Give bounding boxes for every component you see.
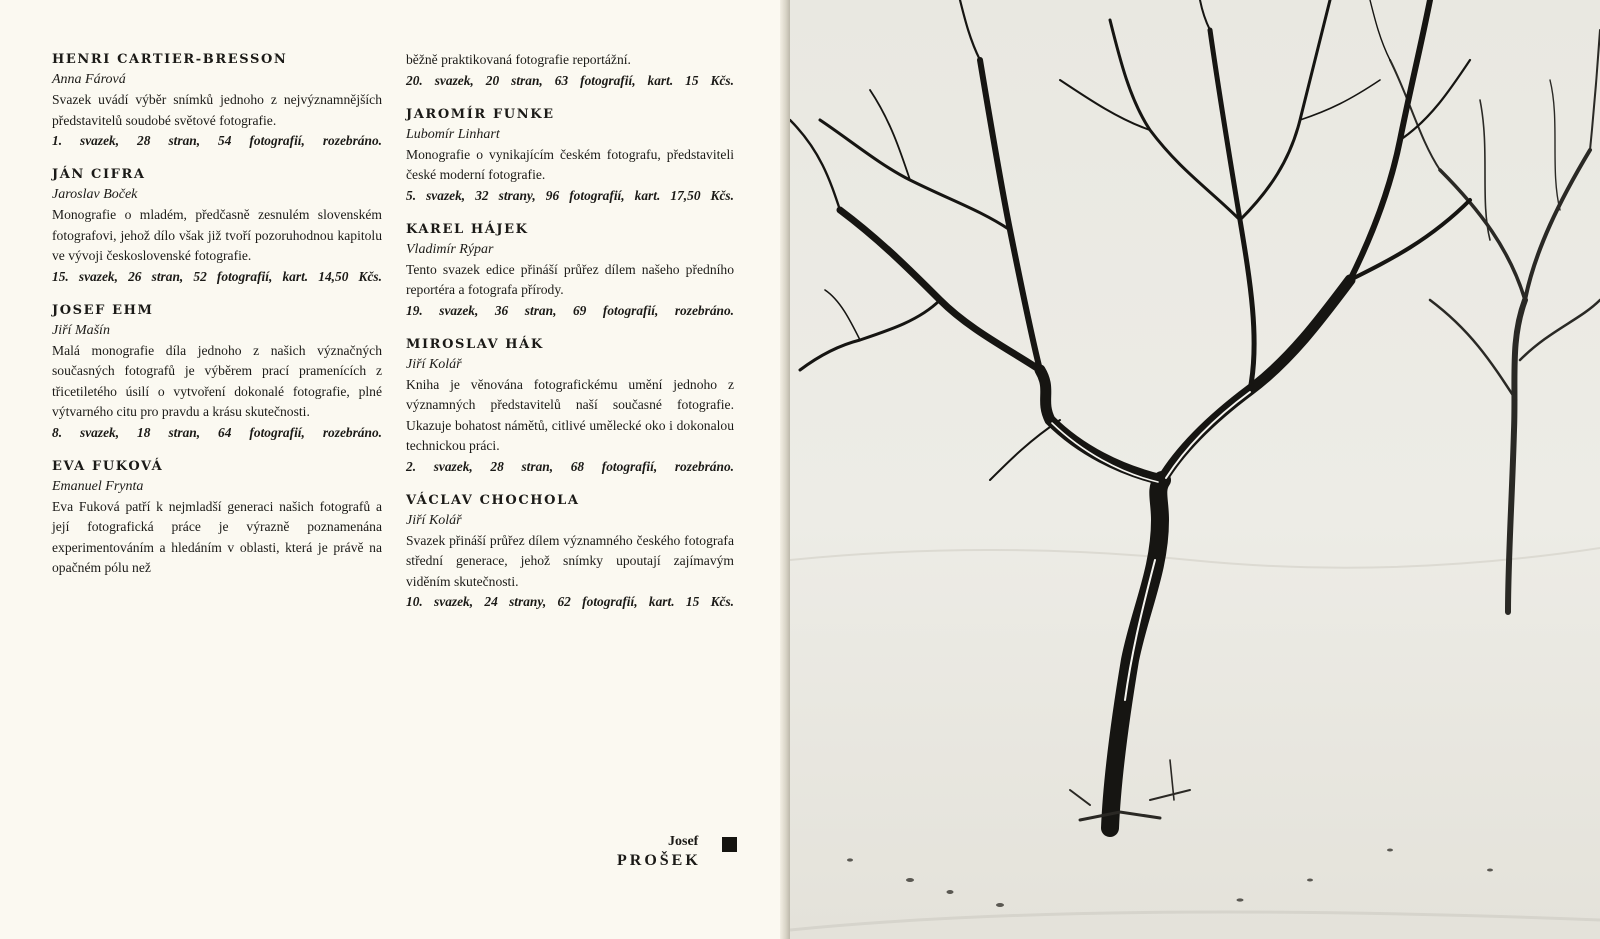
entry-author: Jiří Kolář [406, 356, 462, 372]
credit-first-name: Josef [668, 834, 699, 849]
snow-background [790, 0, 1600, 939]
entry-author: Jiří Kolář [406, 512, 462, 528]
black-square-mark [722, 837, 737, 852]
left-text-column [52, 50, 382, 593]
entry-author: Jiří Mašín [52, 322, 110, 338]
catalog-entry [52, 457, 382, 579]
entry-author: Vladimír Rýpar [406, 241, 494, 257]
entry-description: Malá monografie díla jednoho z našich význačných současných fotografů je výběrem prací pramenících z třicetiletého úsilí o vytvoření dokonalé fotografie, plné výtvarného citu pro pravdu a krásu skutečnosti. [52, 342, 382, 419]
entry-description: běžně praktikovaná fotografie reportážní. [406, 52, 631, 67]
entry-meta: 15. svazek, 26 stran, 52 fotografií, kart. 14,50 Kčs. [52, 268, 382, 284]
right-page [790, 0, 1600, 939]
photographer-name: VÁCLAV CHOCHOLA [406, 492, 580, 508]
credit-last-name: PROŠEK [617, 852, 701, 869]
catalog-entry [52, 301, 382, 443]
tree-in-snow-photo [790, 0, 1600, 939]
entry-meta: 2. svazek, 28 stran, 68 fotografií, rozebráno. [406, 458, 734, 474]
entry-description: Svazek přináší průřez dílem významného českého fotografa střední generace, jehož snímky upoutají zajímavým viděním skutečnosti. [406, 532, 734, 589]
photographer-name: JAROMÍR FUNKE [406, 106, 555, 122]
photographer-name: JÁN CIFRA [52, 167, 146, 182]
entry-meta: 5. svazek, 32 strany, 96 fotografií, kart. 17,50 Kčs. [406, 187, 734, 203]
catalog-entry [52, 165, 382, 287]
entry-description: Kniha je věnována fotografickému umění jednoho z významných představitelů naší současné fotografie. Ukazuje bohatost námětů, citlivé umělecké oko i dokonalou technickou práci. [406, 376, 734, 453]
entry-description: Monografie o mladém, předčasně zesnulém slovenském fotografovi, jehož dílo však již tvoří pozoruhodnou kapitolu ve vývoji československé fotografie. [52, 207, 382, 263]
right-text-column [406, 50, 734, 626]
catalog-entry [52, 50, 382, 151]
catalog-entry-continuation [406, 50, 734, 91]
entry-author: Lubomír Linhart [406, 126, 500, 142]
entry-description: Tento svazek edice přináší průřez dílem našeho předního reportéra a fotografa přírody. [406, 261, 734, 297]
left-page [0, 0, 786, 939]
photographer-name: KAREL HÁJEK [406, 221, 529, 237]
book-gutter [780, 0, 790, 939]
entry-meta: 8. svazek, 18 stran, 64 fotografií, rozebráno. [52, 424, 382, 440]
photographer-name: MIROSLAV HÁK [406, 336, 544, 352]
photographer-name: EVA FUKOVÁ [52, 458, 164, 474]
entry-description: Svazek uvádí výběr snímků jednoho z nejvýznamnějších představitelů soudobé světové fotografie. [52, 92, 382, 128]
entry-description: Eva Fuková patří k nejmladší generaci našich fotografů a její fotografická práce je výrazně poznamenána experimentováním a hledáním v oblasti, která je právě na opačném pólu než [52, 498, 382, 575]
entry-author: Jaroslav Boček [52, 187, 138, 202]
catalog-entry [406, 491, 734, 613]
entry-meta: 10. svazek, 24 strany, 62 fotografií, kart. 15 Kčs. [406, 594, 734, 609]
catalog-entry [406, 335, 734, 477]
entry-meta: 20. svazek, 20 stran, 63 fotografií, kart. 15 Kčs. [406, 72, 734, 88]
photographer-name: HENRI CARTIER-BRESSON [52, 52, 288, 67]
catalog-entry [406, 105, 734, 206]
photographer-name: JOSEF EHM [52, 302, 154, 318]
catalog-entry [406, 220, 734, 321]
entry-meta: 19. svazek, 36 stran, 69 fotografií, rozebráno. [406, 302, 734, 318]
entry-author: Anna Fárová [52, 72, 126, 87]
entry-meta: 1. svazek, 28 stran, 54 fotografií, rozebráno. [52, 133, 382, 148]
entry-description: Monografie o vynikajícím českém fotografu, představiteli české moderní fotografie. [406, 146, 734, 182]
entry-author: Emanuel Frynta [52, 478, 144, 494]
